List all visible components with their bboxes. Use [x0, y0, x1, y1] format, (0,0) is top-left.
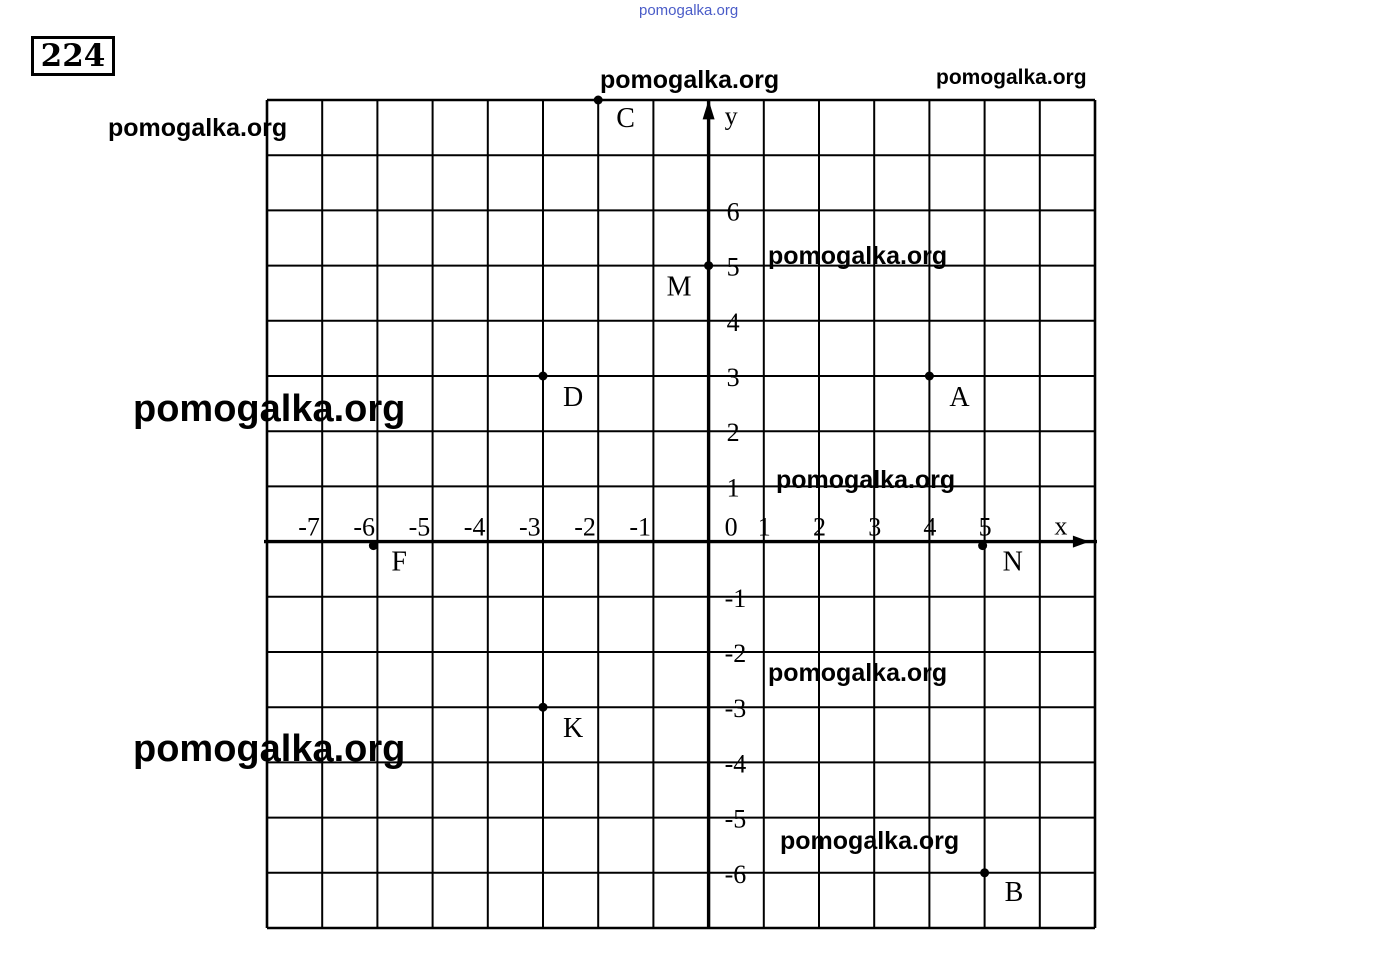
point-m-marker	[704, 261, 713, 270]
x-tick-label: -7	[298, 512, 320, 542]
point-b-marker	[980, 868, 989, 877]
y-axis-arrow	[703, 100, 715, 119]
y-tick-label: 4	[726, 307, 740, 337]
point-a-label: A	[949, 382, 970, 413]
watermark-left-mid: pomogalka.org	[133, 388, 406, 430]
x-tick-label: 1	[757, 512, 771, 542]
x-tick-label: 3	[868, 512, 882, 542]
watermark-grid-3: pomogalka.org	[768, 659, 948, 687]
y-tick-label: 3	[726, 363, 740, 392]
point-d-label: D	[563, 382, 584, 413]
point-k-marker	[539, 703, 548, 712]
point-d-marker	[539, 372, 548, 381]
point-f-marker	[369, 541, 378, 550]
watermark-header-right: pomogalka.org	[936, 66, 1087, 89]
watermark-header-center: pomogalka.org	[600, 66, 780, 94]
task-number: 224	[31, 36, 115, 76]
point-c-label: C	[616, 103, 635, 134]
watermark-grid-1: pomogalka.org	[768, 242, 948, 270]
y-tick-label: -6	[724, 859, 747, 889]
point-f-label: F	[391, 546, 407, 578]
point-k-label: K	[563, 713, 584, 745]
x-tick-label: 2	[813, 512, 826, 542]
grid	[267, 100, 1095, 928]
point-n-label: N	[1002, 546, 1023, 578]
x-tick-label: -1	[629, 512, 652, 542]
x-axis-label: x	[1054, 511, 1068, 541]
y-tick-label: -5	[724, 804, 747, 834]
watermark-grid-2: pomogalka.org	[776, 466, 956, 494]
x-tick-label: 4	[923, 512, 937, 542]
x-tick-label: -5	[408, 512, 431, 542]
x-tick-label: -6	[353, 512, 376, 542]
point-m-label: M	[666, 271, 692, 303]
y-tick-label: 6	[726, 197, 740, 227]
points	[369, 96, 1023, 908]
y-tick-label: 2	[726, 418, 740, 448]
point-c-marker	[594, 96, 603, 105]
y-tick-label: -2	[724, 639, 747, 668]
watermark-grid-4: pomogalka.org	[780, 827, 960, 855]
watermark-left-bottom: pomogalka.org	[133, 728, 406, 770]
watermark-top: pomogalka.org	[639, 2, 739, 19]
y-tick-label: 5	[726, 252, 740, 282]
x-tick-label: -2	[574, 512, 596, 542]
y-tick-label: -4	[724, 749, 747, 779]
x-axis-arrow	[1073, 536, 1090, 548]
point-a-marker	[925, 372, 934, 381]
axes	[264, 100, 1097, 928]
y-axis-label: y	[724, 101, 738, 131]
x-tick-label: -4	[463, 512, 486, 542]
x-tick-label: 5	[978, 512, 992, 542]
point-b-label: B	[1004, 876, 1024, 908]
origin-label: 0	[724, 512, 738, 542]
y-tick-label: -3	[724, 694, 747, 724]
x-tick-label: -3	[519, 512, 541, 542]
tick-labels	[298, 102, 1067, 889]
y-tick-label: 1	[726, 473, 740, 503]
y-tick-label: -1	[724, 583, 747, 613]
watermark-left-top: pomogalka.org	[108, 114, 288, 142]
point-n-marker	[978, 541, 987, 550]
